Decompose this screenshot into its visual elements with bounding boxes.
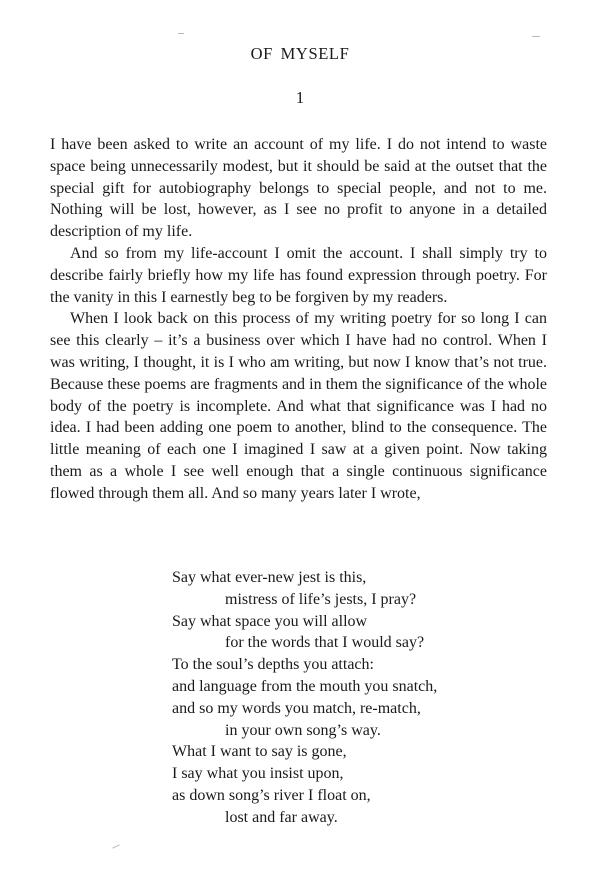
poem-line: and language from the mouth you snatch, (172, 677, 438, 695)
paragraph: When I look back on this process of my writing poetry for so long I can see this clearly – it’s a business over which I have had no control. When I was writing, I thought, it is I who am writing, but now I know that’s not true. Because these poems are fragments and in them the significance of the whole body of the poetry is incomplete. And what that significance was I had no idea. I had been adding one poem to another, blind to the consequence. The little meaning of each one I imagined I saw at a given point. Now taking them as a whole I see well enough that a single continuous significance flowed through them all. And so many years later I wrote, (50, 310, 547, 502)
paragraph: And so from my life-account I omit the account. I shall simply try to describe fairly briefly how my life has found expression through poetry. For the vanity in this I earnestly beg to be forgiven by my readers. (50, 244, 547, 306)
poem-line: lost and far away. (225, 808, 338, 826)
poem-line: Say what space you will allow (172, 612, 368, 630)
body-text (50, 134, 547, 505)
poem-line: Say what ever-new jest is this, (172, 569, 367, 586)
poem-line: What I want to say is gone, (172, 743, 347, 761)
scan-speck (178, 33, 184, 34)
scan-speck (532, 36, 540, 37)
chapter-title: OF MYSELF (250, 44, 350, 63)
poem (172, 567, 532, 829)
poem-line: as down song’s river I float on, (172, 786, 371, 804)
scan-speck (112, 844, 120, 848)
poem-line: and so my words you match, re-match, (172, 699, 421, 717)
poem-line: mistress of life’s jests, I pray? (225, 590, 417, 608)
paragraph: I have been asked to write an account of my life. I do not intend to waste space being unnecessarily modest, but it should be said at the outset that the special gift for autobiography belongs to special people, and not to me. Nothing will be lost, however, as I see no profit to anyone in a detailed description of my life. (50, 136, 547, 241)
poem-line: in your own song’s way. (225, 721, 381, 739)
poem-line: To the soul’s depths you attach: (172, 656, 374, 674)
poem-line: for the words that I would say? (225, 634, 425, 652)
poem-line: I say what you insist upon, (172, 765, 344, 783)
section-number: 1 (295, 88, 305, 107)
